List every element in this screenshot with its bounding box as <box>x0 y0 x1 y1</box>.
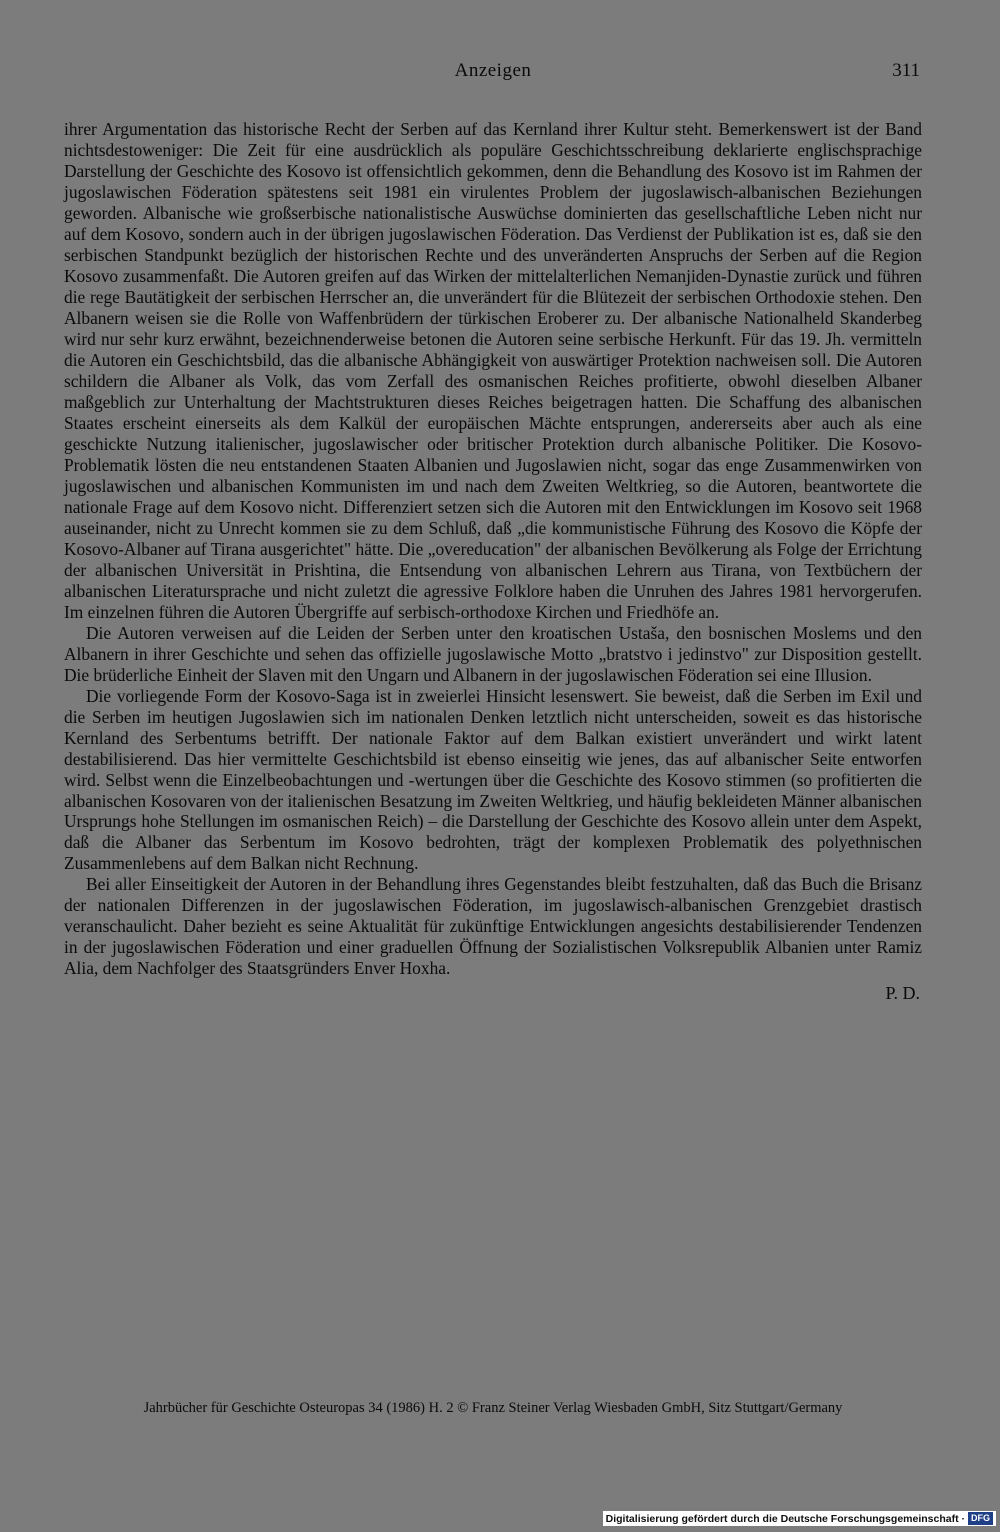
paragraph-1: ihrer Argumentation das historische Recht der Serben auf das Kernland ihrer Kultur steht. Bemerkenswert ist der Band nichtsdestoweniger: Die Zeit für eine ausdrücklich als populäre Geschichtsschreibung deklarierte englischsprachige Darstellung der Geschichte des Kosovo ist offensichtlich gekommen, denn die Behandlung des Kosovo ist im Rahmen der jugoslawischen Föderation spätestens seit 1981 ein virulentes Problem der jugoslawisch-albanischen Beziehungen geworden. Albanische wie großserbische nationalistische Auswüchse dominierten das gesellschaftliche Leben nicht nur auf dem Kosovo, sondern auch in der übrigen jugoslawischen Föderation. Das Verdienst der Publikation ist es, daß sie den serbischen Standpunkt bezüglich der historischen Rechte und des unveränderten Anspruchs der Serben auf die Region Kosovo zusammenfaßt. Die Autoren greifen auf das Wirken der mittelalterlichen Nemanjiden-Dynastie zurück und führen die rege Bautätigkeit der serbischen Herrscher an, die unverändert für die Blütezeit der serbischen Orthodoxie stehen. Den Albanern weisen sie die Rolle von Waffenbrüdern der türkischen Eroberer zu. Der albanische Nationalheld Skanderbeg wird nur sehr kurz erwähnt, bezeichnenderweise betonen die Autoren seine serbische Herkunft. Für das 19. Jh. vermitteln die Autoren ein Geschichtsbild, das die albanische Abhängigkeit von auswärtiger Protektion nachweisen soll. Die Autoren schildern die Albaner als Volk, das vom Zerfall des osmanischen Reiches profitierte, obwohl dieselben Albaner maßgeblich zur Unterhaltung der Machtstrukturen dieses Reiches beigetragen hatten. Die Schaffung des albanischen Staates erscheint einerseits als dem Kalkül der europäischen Mächte entsprungen, andererseits aber auch als eine geschickte Nutzung italienischer, jugoslawischer oder britischer Protektion durch albanische Politiker. Die Kosovo-Problematik lösten die neu entstandenen Staaten Albanien und Jugoslawien nicht, sogar das enge Zusammenwirken von jugoslawischen und albanischen Kommunisten im und nach dem Zweiten Weltkrieg, so die Autoren, beantwortete die nationale Frage auf dem Kosovo nicht. Differenziert setzen sich die Autoren mit den Entwicklungen im Kosovo seit 1968 auseinander, nicht zu Unrecht kommen sie zu dem Schluß, daß „die kommunistische Führung des Kosovo die Köpfe der Kosovo-Albaner auf Tirana ausgerichtet" hätte. Die „overeducation" der albanischen Bevölkerung als Folge der Errichtung der albanischen Universität in Prishtina, die Entsendung von albanischen Lehrern aus Tirana, von Textbüchern der albanischen Literatursprache und nicht zuletzt die agressive Folklore haben die Unruhen des Jahres 1981 hervorgerufen. Im einzelnen führen die Autoren Übergriffe auf serbisch-orthodoxe Kirchen und Friedhöfe an. <box>64 119 922 622</box>
article-body <box>64 119 922 1004</box>
journal-citation-footer: Jahrbücher für Geschichte Osteuropas 34 (1986) H. 2 © Franz Steiner Verlag Wiesbaden GmbH, Sitz Stuttgart/Germany <box>143 1400 843 1416</box>
funding-text: Digitalisierung gefördert durch die Deutsche Forschungsgemeinschaft · <box>605 1512 965 1525</box>
section-title: Anzeigen <box>454 60 532 81</box>
author-initials: P. D. <box>885 983 920 1004</box>
paragraph-3: Die vorliegende Form der Kosovo-Saga ist in zweierlei Hinsicht lesenswert. Sie beweist, daß die Serben im Exil und die Serben im heutigen Jugoslawien sich im nationalen Denken letztlich nicht unterscheiden, soweit es das historische Kernland des Serbentums betrifft. Der nationale Faktor auf dem Balkan existiert unverändert und wirkt latent destabilisierend. Das hier vermittelte Geschichtsbild ist ebenso einseitig wie jenes, das auf albanischer Seite entworfen wird. Selbst wenn die Einzelbeobachtungen und -wertungen über die Geschichte des Kosovo stimmen (so profitierten die albanischen Kosovaren von der italienischen Besatzung im Zweiten Weltkrieg, und häufig bekleideten Männer albanischen Ursprungs hohe Stellungen im osmanischen Reich) – die Darstellung der Geschichte des Kosovo allein unter dem Aspekt, daß die Albaner das Serbentum im Kosovo bedrohten, trägt der komplexen Problematik des polyethnischen Zusammenlebens auf dem Balkan nicht Rechnung. <box>64 685 922 874</box>
paragraph-4: Bei aller Einseitigkeit der Autoren in der Behandlung ihres Gegenstandes bleibt festzuhalten, daß das Buch die Brisanz der nationalen Differenzen in der jugoslawischen Föderation, im jugoslawisch-albanischen Grenzgebiet drastisch veranschaulicht. Daher bezieht es seine Aktualität für zukünftige Entwicklungen angesichts destabilisierender Tendenzen in der jugoslawischen Föderation und einer graduellen Öffnung der Sozialistischen Volksrepublik Albanien unter Ramiz Alia, dem Nachfolger des Staatsgründers Enver Hoxha. <box>64 874 922 979</box>
dfg-logo-icon: DFG <box>968 1512 993 1525</box>
running-header <box>64 60 922 90</box>
page-number: 311 <box>892 60 920 81</box>
funding-notice <box>603 1511 996 1526</box>
paragraph-2: Die Autoren verweisen auf die Leiden der Serben unter den kroatischen Ustaša, den bosnischen Moslems und den Albanern in ihrer Geschichte und sehen das offizielle jugoslawische Motto „bratstvo i jedinstvo" zur Disposition gestellt. Die brüderliche Einheit der Slaven mit den Ungarn und Albanern in der jugoslawischen Föderation sei eine Illusion. <box>64 622 922 685</box>
